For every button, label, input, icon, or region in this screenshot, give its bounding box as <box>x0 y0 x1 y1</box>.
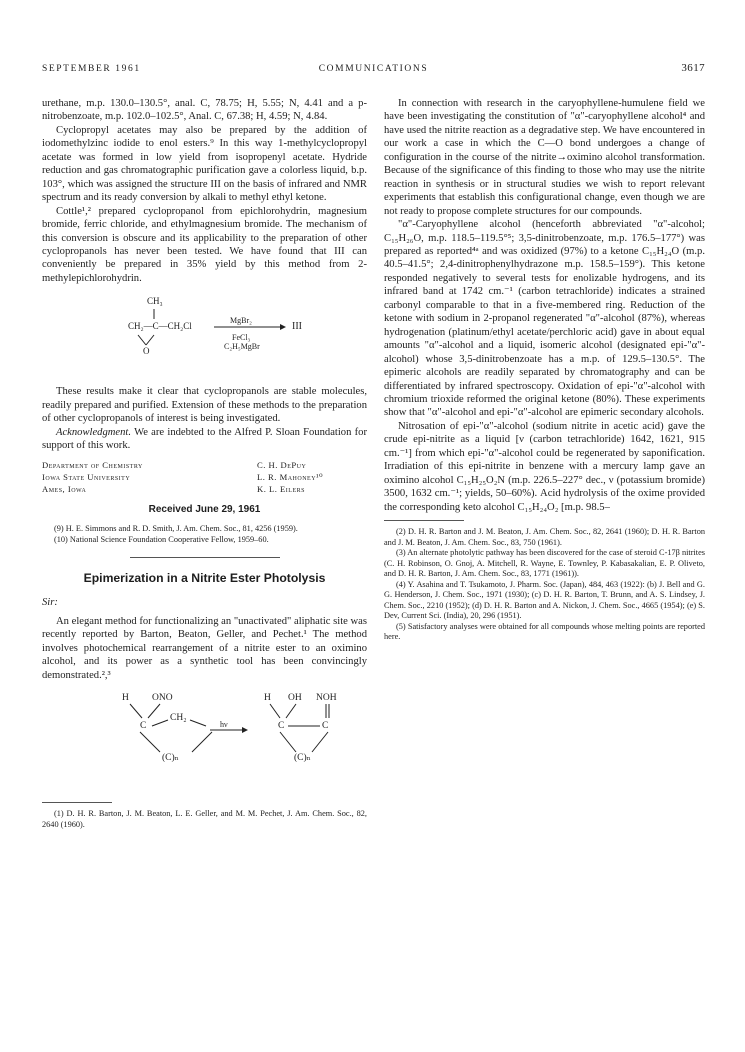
header-date: SEPTEMBER 1961 <box>42 64 141 74</box>
methylene-label: CH₂ <box>170 713 187 724</box>
carbon-label: C <box>278 721 285 732</box>
header-section: COMMUNICATIONS <box>318 64 429 74</box>
author-name: L. R. Mahoney¹⁰ <box>257 471 324 482</box>
right-column <box>384 97 705 643</box>
hydrogen-label: H <box>264 693 271 704</box>
author-name: C. H. DePuy <box>257 459 307 470</box>
carbon-label: C <box>140 721 147 732</box>
oxime-label: NOH <box>316 693 337 704</box>
affiliation-row <box>42 483 367 495</box>
substrate-chain: CH₂—C—CH₂Cl <box>128 321 192 332</box>
methyl-label: CH₃ <box>147 296 163 307</box>
acknowledgment-label: Acknowledgment. <box>56 426 132 438</box>
hydrogen-label: H <box>122 693 129 704</box>
paragraph: An elegant method for functionalizing an "unactivated" aliphatic site was recently reported by Barton, Beaton, Geller, and Pechet.¹ The method involves photochemical rearrangement of a nitrite ester to an oximino alcohol, and its power as a synthetic tool has been convincingly demonstrated.²,³ <box>42 615 367 681</box>
footnote: (4) Y. Asahina and T. Tsukamoto, J. Pharm. Soc. (Japan), 484, 463 (1922): (b) J. Bell and G. G. Henderson, J. Chem. Soc., 1971 (1930); (c) D. H. R. Barton, T. Brunn, and A. S. Lindsey, J. Chem. Soc., 2210 (1952); (d) D. H. R. Barton and A. Nickon, J. Chem. Soc., 4665 (1954); (e) S. Dev, Current Sci. (India), 20, 296 (1951). <box>384 579 705 621</box>
acknowledgment-text: We are indebted to the Alfred P. Sloan Foundation for support of this work. <box>42 426 367 452</box>
affiliation-department: Department of Chemistry <box>42 459 143 470</box>
hv-label: hν <box>220 720 228 730</box>
author-name: K. L. Eilers <box>257 483 305 494</box>
reagent-fecl3: FeCl₃ <box>232 333 251 343</box>
footnote: (5) Satisfactory analyses were obtained for all compounds whose melting points are reported here. <box>384 621 705 642</box>
footnote-divider <box>384 520 464 521</box>
running-header <box>42 64 705 78</box>
reagent-mgbr2: MgBr₂ <box>230 316 252 326</box>
hydroxyl-label: OH <box>288 693 302 704</box>
ring-chain-label: (C)ₙ <box>294 753 311 764</box>
footnote: (9) H. E. Simmons and R. D. Smith, J. Am. Chem. Soc., 81, 4256 (1959). <box>54 524 298 534</box>
footnote: (3) An alternate photolytic pathway has been discovered for the case of steroid C-17β nitrites (C. H. Robinson, O. Gnoj, A. Mitchell, R. Wayne, E. Townley, P. Kabasakalian, E. P. Oliveto, and D. H. R. Barton, J. Am. Chem. Soc., 83, 1771 (1961)). <box>384 548 705 579</box>
footnote: (1) D. H. R. Barton, J. M. Beaton, L. E. Geller, and M. M. Pechet, J. Am. Chem. Soc., 82, 2640 (1960). <box>42 809 367 829</box>
affiliation-city: Ames, Iowa <box>42 483 87 494</box>
page-number: 3617 <box>681 62 705 74</box>
epoxide-oxygen: O <box>143 346 150 357</box>
paragraph: Cottle¹,² prepared cyclopropanol from epichlorohydrin, magnesium bromide, ferric chloride, and ethylmagnesium bromide. The mechanism of this conversion is obscure and its applicability to the preparation of other cyclopropanols has never been tested. We have found that III can conveniently be prepared in 35% yield by this method from 2-methylepichlorohydrin. <box>42 205 367 284</box>
reagent-grignard: C₂H₅MgBr <box>224 342 260 352</box>
paragraph: "α"-Caryophyllene alcohol (henceforth abbreviated "α"-alcohol; C₁₅H₂₆O, m.p. 118.5–119.5°⁵; 3,5-dinitrobenzoate, m.p. 176.5–177°) was prepared as reported⁴ᵃ and was oxidized (97%) to a ketone C₁₅H₂₄O (m.p. 40.5–41.5°; 2,4-dinitrophenylhydrazone m.p. 158.5–159°). This ketone responded negatively to several tests for enolizable hydrogens, and its infrared band at 1742 cm.⁻¹ (carbon tetrachloride) indicates a strained carbonyl comparable to that in a five-membered ring. Reduction of the ketone with sodium in 2-propanol regenerated "α"-alcohol (87%), whereas hydrogenation (platinum/ethyl acetate/perchloric acid) gave in about equal amounts "α"-alcohol and a liquid, isomeric alcohol (designated epi-"α"-alcohol) whose 3,5-dinitrobenzoate has a m.p. of 129.5–130.5°. The epimeric alcohols are readily separated by chromatography and can be differentiated by infrared spectroscopy. Oxidation of epi-"α"-alcohol with chromium trioxide reformed the original ketone (80%). These experiments show that "α"-alcohol and epi-"α"-alcohol are epimeric secondary alcohols. <box>384 219 705 419</box>
acknowledgment <box>42 426 367 453</box>
reaction-scheme-cyclopropanol <box>42 293 367 379</box>
section-divider <box>130 557 280 558</box>
paragraph: Cyclopropyl acetates may also be prepared by the addition of iodomethylzinc iodide to enol esters.⁹ In this way 1-methylcyclopropyl acetate was formed in low yield from isopropenyl acetate. Hydride reduction and gas chromatographic purification gave a colorless liquid, b.p. 103°, which was assigned the structure III on the basis of infrared and NMR spectrum and its ready conversion by alkali to methyl ethyl ketone. <box>42 124 367 204</box>
nitrite-group: ONO <box>152 693 173 704</box>
paragraph: In connection with research in the caryophyllene-humulene field we have been investigating the constitution of "α"-caryophyllene alcohol⁴ and have used the nitrite reaction as a degradative step. We have encountered in our work a case in which the C—O bond undergoes a change of configuration in the course of the nitrite→oximino alcohol transformation. Because of the significance of this finding to those who may use the nitrite reaction in synthesis or in structural studies we wish to report relevant experiments that establish this configurational change, even though we are not ready to propose complete structures for our compounds. <box>384 98 705 217</box>
product-label: III <box>292 321 302 333</box>
paragraph: urethane, m.p. 130.0–130.5°, anal. C, 78.75; H, 5.55; N, 4.41 and a p-nitrobenzoate, m.p. 102.0–102.5°, Anal. C, 67.38; H, 4.59; N, 4.84. <box>42 98 367 123</box>
received-date: Received June 29, 1961 <box>148 503 261 515</box>
affiliation-row <box>42 471 367 483</box>
paragraph: These results make it clear that cyclopropanols are stable molecules, readily prepared and purified. Extension of these methods to the preparation of other cyclopropanols of interest is being investigated. <box>42 386 367 425</box>
salutation: Sir: <box>42 596 58 608</box>
affiliation-university: Iowa State University <box>42 471 131 482</box>
author-affiliation <box>42 459 367 495</box>
nitrite-photolysis-scheme <box>42 690 367 790</box>
footnote: (2) D. H. R. Barton and J. M. Beaton, J. Am. Chem. Soc., 82, 2641 (1960); D. H. R. Barton and J. M. Beaton, J. Am. Chem. Soc., 83, 750 (1961). <box>384 527 705 547</box>
affiliation-row <box>42 459 367 471</box>
paragraph: Nitrosation of epi-"α"-alcohol (sodium nitrite in acetic acid) gave the crude epi-nitrite as a liquid [ν (carbon tetrachloride) 1642, 1621, 915 cm.⁻¹] from which epi-"α"-alcohol could be regenerated by saponification. Irradiation of this epi-nitrite in benzene with a mercury lamp gave an oximino alcohol C₁₅H₂₅O₂N (m.p. 226.5–227° dec., ν (potassium bromide) 3500, 1632 cm.⁻¹; yields, 50–60%). Acid hydrolysis of the oxime provided the corresponding keto alcohol C₁₅H₂₄O₂ [m.p. 98.5– <box>384 420 705 513</box>
ring-chain-label: (C)ₙ <box>162 753 179 764</box>
left-column <box>42 97 367 830</box>
article-title: Epimerization in a Nitrite Ester Photolysis <box>83 571 326 586</box>
scheme-bonds <box>42 293 367 379</box>
footnote-divider <box>42 802 112 803</box>
footnote: (10) National Science Foundation Cooperative Fellow, 1959–60. <box>54 534 269 544</box>
carbon-label: C <box>322 721 329 732</box>
